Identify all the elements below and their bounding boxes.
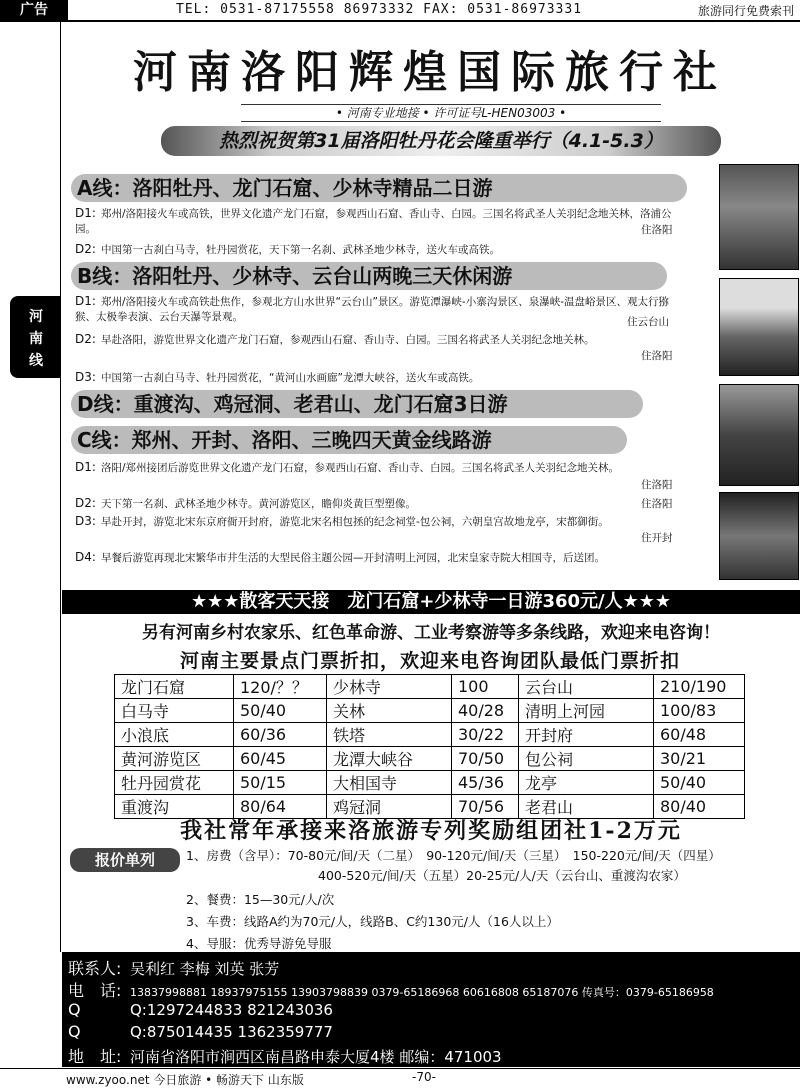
ticket-site-cell: 清明上河园 bbox=[519, 699, 654, 723]
cave-photo bbox=[719, 492, 799, 580]
ticket-price-cell: 30/22 bbox=[452, 723, 519, 747]
ticket-price-cell: 70/50 bbox=[452, 747, 519, 771]
ticket-price-cell: 80/64 bbox=[234, 795, 327, 819]
ticket-price-cell: 50/40 bbox=[234, 699, 327, 723]
ticket-discount-title: 河南主要景点门票折扣，欢迎来电咨询团队最低门票折扣 bbox=[179, 650, 680, 672]
route-a-day2: D2: 中国第一古刹白马寺，牡丹园赏花，天下第一名刹、武林圣地少林寺，送火车或高铁。 bbox=[75, 242, 500, 256]
buddha-statue-photo bbox=[719, 164, 799, 270]
ticket-price-cell: 50/40 bbox=[654, 771, 745, 795]
route-c-day2: D2: 天下第一名刹、武林圣地少林寺。黄河游览区，瞻仰炎黄巨型塑像。 bbox=[75, 496, 416, 510]
temple-gate-photo bbox=[719, 278, 799, 376]
table-row bbox=[115, 723, 745, 747]
ticket-site-cell: 老君山 bbox=[519, 795, 654, 819]
ticket-price-cell: 50/15 bbox=[234, 771, 327, 795]
route-c-day1-stay: 住洛阳 bbox=[641, 479, 673, 491]
route-b-day1: D1: 郑州/洛阳接火车或高铁赴焦作，参观北方山水世界“云台山”景区。游览潭瀑峡-小寨沟景区、泉瀑峡-温盘峪景区、观太行猕猴、太极拳表演、云台天瀑等景观。 bbox=[75, 294, 669, 323]
daily-tour-banner: ★★★散客天天接 龙门石窟+少林寺一日游360元/人★★★ bbox=[62, 590, 800, 614]
ticket-price-cell: 60/48 bbox=[654, 723, 745, 747]
route-d-title: D线：重渡沟、鸡冠洞、老君山、龙门石窟3日游 bbox=[71, 390, 643, 418]
ticket-price-cell: 100 bbox=[452, 675, 519, 699]
ticket-price-cell: 120/？？ bbox=[234, 675, 327, 699]
ticket-price-cell: 60/45 bbox=[234, 747, 327, 771]
ticket-price-cell: 80/40 bbox=[654, 795, 745, 819]
price-list-tag: 报价单列 bbox=[70, 848, 180, 872]
table-row bbox=[115, 699, 745, 723]
pricing-item-3: 3、车费：线路A约为70元/人，线路B、C约130元/人（16人以上） bbox=[186, 914, 559, 929]
ticket-price-cell: 60/36 bbox=[234, 723, 327, 747]
ticket-site-cell: 铁塔 bbox=[327, 723, 452, 747]
route-b-day3: D3: 中国第一古刹白马寺、牡丹园赏花，“黄河山水画廊”龙潭大峡谷，送火车或高铁。 bbox=[75, 370, 480, 384]
page-footer bbox=[0, 1068, 800, 1087]
route-c-title: C线：郑州、开封、洛阳、三晚四天黄金线路游 bbox=[71, 426, 627, 454]
route-a-title: A线：洛阳牡丹、龙门石窟、少林寺精品二日游 bbox=[71, 174, 687, 202]
contact-qq2: Q Q:875014435 1362359777 bbox=[68, 1022, 333, 1041]
index-note: 旅游同行免费索刊 bbox=[697, 4, 794, 18]
route-b-day2-stay: 住洛阳 bbox=[641, 350, 673, 362]
ticket-site-cell: 大相国寺 bbox=[327, 771, 452, 795]
ticket-site-cell: 鸡冠洞 bbox=[327, 795, 452, 819]
contact-phone: 电 话: 13837998881 18937975155 13903798839 0379-65186968 60616808 65187076 传真号：0379-65186958 bbox=[68, 981, 714, 1000]
agency-name: 河南洛阳辉煌国际旅行社 bbox=[133, 47, 727, 98]
pricing-item-1: 1、房费（含早）：70-80元/间/天（二星） 90-120元/间/天（三星） 150-220元/间/天（四星） bbox=[186, 848, 721, 863]
ticket-site-cell: 牡丹园赏花 bbox=[115, 771, 234, 795]
ad-label: 广告 bbox=[0, 0, 68, 20]
ticket-site-cell: 龙亭 bbox=[519, 771, 654, 795]
route-a-day1-stay: 住洛阳 bbox=[641, 224, 673, 236]
mountain-peaks-photo bbox=[719, 384, 799, 486]
ticket-price-cell: 70/56 bbox=[452, 795, 519, 819]
top-bar bbox=[0, 0, 800, 22]
ticket-site-cell: 少林寺 bbox=[327, 675, 452, 699]
footer-site: www.zyoo.net 今日旅游 • 畅游天下 山东版 bbox=[66, 1073, 304, 1087]
tel-fax-line: TEL: 0531-87175558 86973332 FAX: 0531-86973331 bbox=[176, 2, 583, 17]
ticket-price-cell: 30/21 bbox=[654, 747, 745, 771]
ticket-site-cell: 重渡沟 bbox=[115, 795, 234, 819]
route-c-day2-stay: 住洛阳 bbox=[641, 498, 673, 510]
ticket-price-cell: 100/83 bbox=[654, 699, 745, 723]
license-line: • 河南专业地接 • 许可证号L-HEN03003 • bbox=[241, 104, 661, 122]
table-row bbox=[115, 771, 745, 795]
pricing-item-2: 2、餐费：15—30元/人/次 bbox=[186, 892, 335, 907]
pricing-item-4: 4、导服：优秀导游免导服 bbox=[186, 936, 332, 951]
table-row bbox=[115, 675, 745, 699]
route-c-day4: D4: 早餐后游览再现北宋繁华市井生活的大型民俗主题公园—开封清明上河园，北宋皇家寺院大相国寺，后送团。 bbox=[75, 550, 605, 564]
other-routes-note: 另有河南乡村农家乐、红色革命游、工业考察游等多条线路，欢迎来电咨询！ bbox=[142, 623, 720, 643]
henan-line-tab: 河 南 线 bbox=[10, 296, 62, 378]
contact-qq1: Q Q:1297244833 821243036 bbox=[68, 1000, 333, 1019]
pricing-item-1b: 400-520元/间/天（五星）20-25元/人/天（云台山、重渡沟农家） bbox=[318, 868, 686, 883]
page-number: -70- bbox=[412, 1070, 436, 1084]
route-b-day2: D2: 早赴洛阳，游览世界文化遗产龙门石窟，参观西山石窟、香山寺、白园。三国名将武圣人关羽纪念地关林。 bbox=[75, 332, 595, 346]
route-c-day3-stay: 住开封 bbox=[641, 532, 673, 544]
route-b-title: B线：洛阳牡丹、少林寺、云台山两晚三天休闲游 bbox=[71, 262, 667, 290]
table-row bbox=[115, 747, 745, 771]
contact-block bbox=[62, 952, 800, 1067]
ticket-site-cell: 龙门石窟 bbox=[115, 675, 234, 699]
route-c-day1: D1: 洛阳/郑州接团后游览世界文化遗产龙门石窟，参观西山石窟、香山寺、白园。三国名将武圣人关羽纪念地关林。 bbox=[75, 460, 620, 474]
ticket-site-cell: 关林 bbox=[327, 699, 452, 723]
contact-people: 联系人: 吴利红 李梅 刘英 张芳 bbox=[68, 959, 280, 978]
ticket-price-table bbox=[114, 674, 745, 819]
ticket-price-cell: 210/190 bbox=[654, 675, 745, 699]
ticket-site-cell: 小浪底 bbox=[115, 723, 234, 747]
reward-note: 我社常年承接来洛旅游专列奖励组团社1-2万元 bbox=[180, 818, 682, 844]
contact-address: 地 址: 河南省洛阳市涧西区南昌路申泰大厦4楼 邮编：471003 bbox=[68, 1047, 502, 1066]
ticket-site-cell: 包公祠 bbox=[519, 747, 654, 771]
ticket-site-cell: 龙潭大峡谷 bbox=[327, 747, 452, 771]
ticket-site-cell: 黄河游览区 bbox=[115, 747, 234, 771]
route-b-day1-stay: 住云台山 bbox=[627, 316, 669, 328]
peony-festival-banner: 热烈祝贺第31届洛阳牡丹花会隆重举行（4.1-5.3） bbox=[161, 126, 721, 156]
ticket-site-cell: 开封府 bbox=[519, 723, 654, 747]
ticket-site-cell: 云台山 bbox=[519, 675, 654, 699]
route-c-day3: D3: 早赴开封，游览北宋东京府衙开封府，游览北宋名相包拯的纪念祠堂-包公祠，六朝皇宫故地龙亭，宋都御街。 bbox=[75, 514, 609, 528]
route-a-day1: D1: 郑州/洛阳接火车或高铁，世界文化遗产龙门石窟，参观西山石窟、香山寺、白园。三国名将武圣人关羽纪念地关林，洛浦公园。 bbox=[75, 206, 672, 235]
ticket-price-cell: 45/36 bbox=[452, 771, 519, 795]
ticket-site-cell: 白马寺 bbox=[115, 699, 234, 723]
ticket-price-cell: 40/28 bbox=[452, 699, 519, 723]
